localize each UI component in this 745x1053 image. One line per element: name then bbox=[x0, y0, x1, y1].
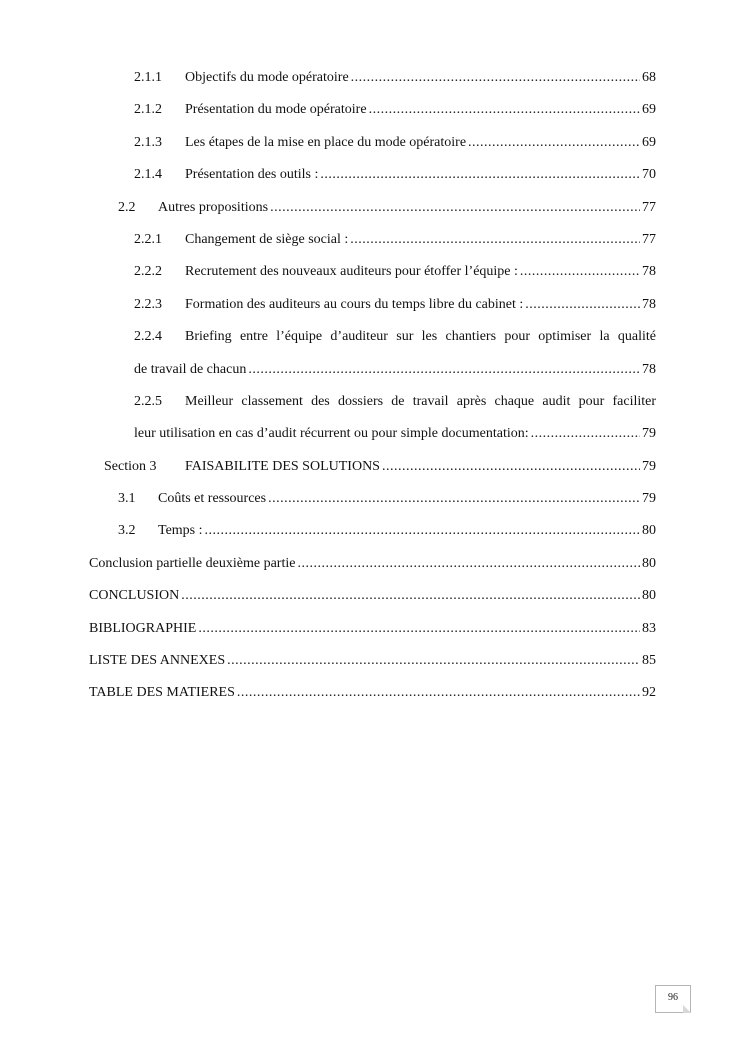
toc-entry-page: 78 bbox=[642, 361, 656, 377]
toc-entry-number: 2.1.3 bbox=[134, 134, 162, 150]
toc-entry-line bbox=[134, 327, 656, 359]
toc-entry-page: 80 bbox=[642, 588, 656, 604]
toc-entry[interactable] bbox=[89, 262, 656, 294]
dot-leader bbox=[227, 651, 640, 671]
toc-entry-page: 79 bbox=[642, 491, 656, 507]
dot-leader bbox=[270, 198, 640, 218]
toc-entry-label: Changement de siège social : bbox=[185, 231, 349, 247]
toc-entry-label: Les étapes de la mise en place du mode opératoire bbox=[185, 134, 467, 150]
page-number: 96 bbox=[668, 992, 678, 1003]
toc-entry-label: BIBLIOGRAPHIE bbox=[89, 620, 197, 636]
toc-entry-label: Objectifs du mode opératoire bbox=[185, 70, 349, 85]
toc-entry-label: Meilleur classement des dossiers de travail après chaque audit pour faciliter bbox=[185, 393, 656, 409]
toc-entry-page: 78 bbox=[642, 296, 656, 312]
toc-entry-page: 77 bbox=[642, 231, 656, 247]
toc-entry[interactable] bbox=[89, 651, 656, 683]
toc-entry-page: 80 bbox=[642, 523, 656, 539]
toc-entry-label: LISTE DES ANNEXES bbox=[89, 653, 226, 669]
toc-entry-page: 92 bbox=[642, 685, 656, 701]
toc-entry[interactable] bbox=[89, 457, 656, 489]
toc-entry[interactable] bbox=[89, 489, 656, 521]
toc-entry-line bbox=[134, 392, 656, 424]
dot-leader bbox=[468, 133, 640, 153]
toc-entry-page: 79 bbox=[642, 426, 656, 442]
dot-leader bbox=[350, 230, 640, 250]
dot-leader bbox=[198, 619, 640, 639]
toc-entry-number: 2.2.4 bbox=[134, 329, 162, 345]
toc-entry-number: 2.2.3 bbox=[134, 296, 162, 312]
toc-entry-number: 2.2.5 bbox=[134, 393, 162, 409]
toc-entry-number: Section 3 bbox=[104, 458, 157, 474]
toc-entry-label: CONCLUSION bbox=[89, 588, 180, 604]
toc-entry-label: Autres propositions bbox=[158, 199, 269, 215]
toc-entry-label: Formation des auditeurs au cours du temps libre du cabinet : bbox=[185, 296, 524, 312]
dot-leader bbox=[248, 360, 640, 380]
toc-entry[interactable] bbox=[89, 554, 656, 586]
toc-entry-label: TABLE DES MATIERES bbox=[89, 685, 235, 701]
toc-entry[interactable] bbox=[89, 230, 656, 262]
toc-entry-number: 2.1.1 bbox=[134, 70, 162, 85]
toc-entry-label: Présentation du mode opératoire bbox=[185, 102, 367, 118]
dot-leader bbox=[181, 586, 640, 606]
toc-entry[interactable] bbox=[89, 521, 656, 553]
dot-leader bbox=[525, 295, 640, 315]
dot-leader bbox=[531, 424, 640, 444]
toc-entry-number: 2.1.2 bbox=[134, 102, 162, 118]
toc-entry-line bbox=[134, 360, 656, 386]
toc-entry-number: 2.2.1 bbox=[134, 231, 162, 247]
page-curl-icon bbox=[683, 1005, 691, 1013]
toc-entry[interactable] bbox=[89, 165, 656, 197]
toc-entry-label: Briefing entre l’équipe d’auditeur sur les chantiers pour optimiser la qualité bbox=[185, 329, 656, 345]
dot-leader bbox=[297, 554, 640, 574]
toc-entry-page: 79 bbox=[642, 458, 656, 474]
toc-entry-number: 3.1 bbox=[118, 491, 136, 507]
dot-leader bbox=[268, 489, 640, 509]
toc-entry-page: 68 bbox=[642, 70, 656, 85]
toc-entry-label: Recrutement des nouveaux auditeurs pour étoffer l’équipe : bbox=[185, 264, 518, 280]
toc-entry-page: 85 bbox=[642, 653, 656, 669]
toc-entry-page: 70 bbox=[642, 167, 656, 183]
toc-entry-number: 2.1.4 bbox=[134, 167, 162, 183]
dot-leader bbox=[369, 100, 640, 120]
toc-entry-page: 80 bbox=[642, 555, 656, 571]
toc-entry[interactable] bbox=[89, 198, 656, 230]
toc-entry-number: 3.2 bbox=[118, 523, 136, 539]
toc-entry[interactable] bbox=[89, 295, 656, 327]
toc-entry[interactable] bbox=[89, 683, 656, 715]
toc-entry-label: FAISABILITE DES SOLUTIONS bbox=[185, 458, 380, 474]
toc-entry-page: 69 bbox=[642, 102, 656, 118]
toc-entry[interactable] bbox=[89, 133, 656, 165]
toc-entry-page: 77 bbox=[642, 199, 656, 215]
toc-entry-page: 83 bbox=[642, 620, 656, 636]
page-number-box bbox=[655, 985, 691, 1013]
toc-entry[interactable] bbox=[89, 68, 656, 100]
dot-leader bbox=[382, 457, 640, 477]
dot-leader bbox=[237, 683, 640, 703]
toc-entry-multiline[interactable] bbox=[89, 392, 656, 450]
toc-entry-number: 2.2 bbox=[118, 199, 136, 215]
toc-entry-label: Temps : bbox=[158, 523, 203, 539]
toc-entry-page: 69 bbox=[642, 134, 656, 150]
dot-leader bbox=[205, 521, 640, 541]
toc-entry[interactable] bbox=[89, 100, 656, 132]
toc-entry-label-continued: de travail de chacun bbox=[134, 361, 247, 377]
toc-entry-label: Coûts et ressources bbox=[158, 491, 267, 507]
dot-leader bbox=[320, 165, 640, 185]
toc-entry[interactable] bbox=[89, 586, 656, 618]
toc-entry-label-continued: leur utilisation en cas d’audit récurrent ou pour simple documentation: bbox=[134, 426, 529, 442]
toc-entry-page: 78 bbox=[642, 264, 656, 280]
table-of-contents bbox=[89, 68, 656, 716]
toc-entry-number: 2.2.2 bbox=[134, 264, 162, 280]
toc-entry-label: Conclusion partielle deuxième partie bbox=[89, 555, 296, 571]
toc-entry-label: Présentation des outils : bbox=[185, 167, 319, 183]
toc-entry-multiline[interactable] bbox=[89, 327, 656, 385]
dot-leader bbox=[520, 262, 640, 282]
dot-leader bbox=[351, 68, 640, 88]
toc-entry-line bbox=[134, 424, 656, 450]
toc-entry[interactable] bbox=[89, 619, 656, 651]
